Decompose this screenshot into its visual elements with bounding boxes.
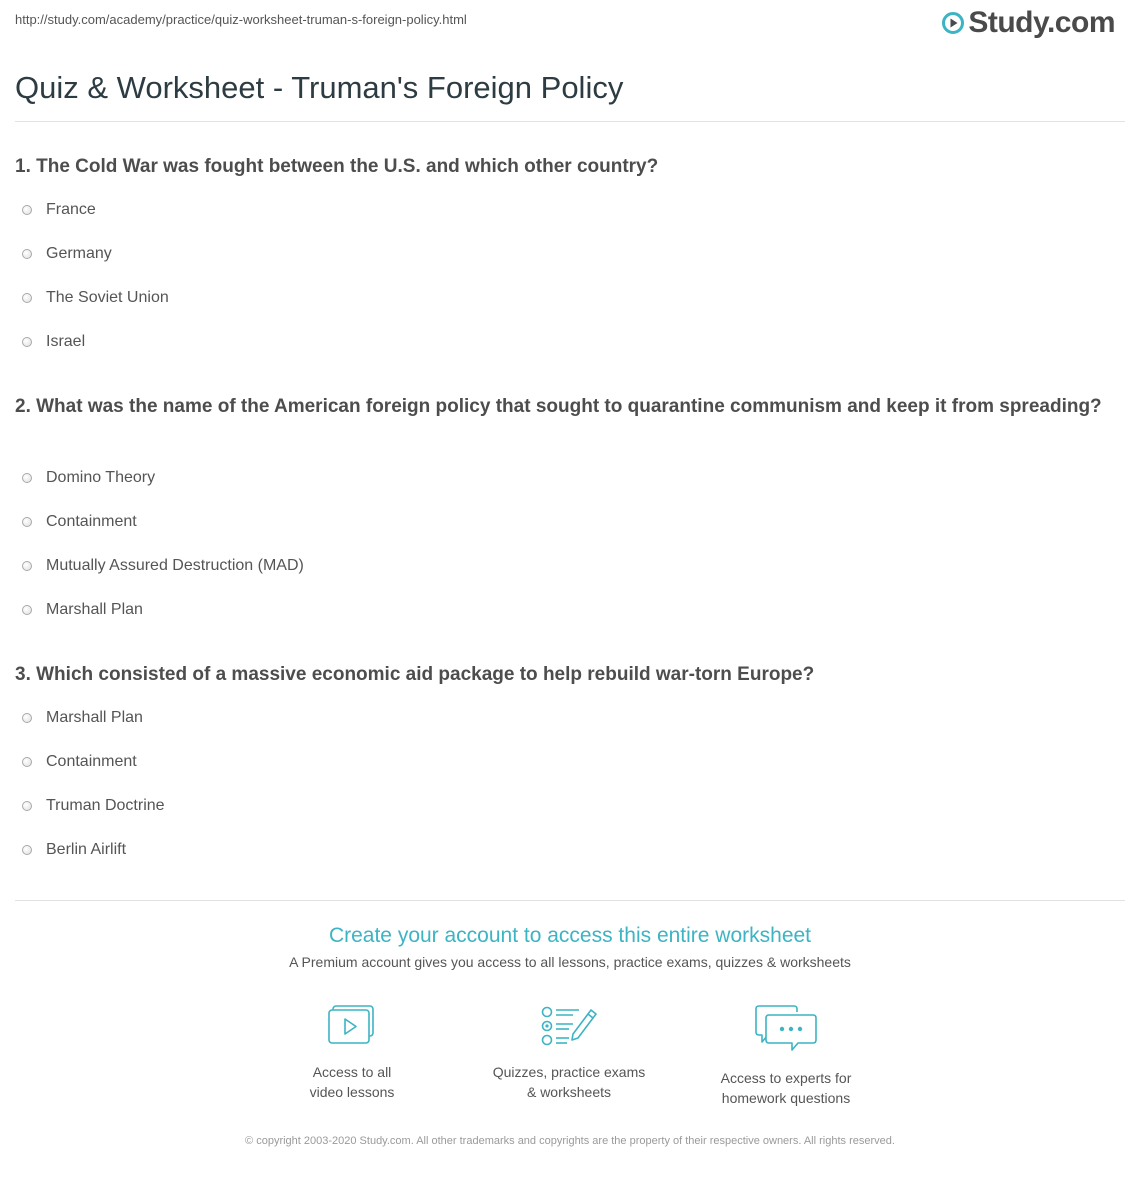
radio-button[interactable] <box>22 605 32 615</box>
radio-button[interactable] <box>22 801 32 811</box>
title-divider <box>15 121 1125 122</box>
page-url: http://study.com/academy/practice/quiz-worksheet-truman-s-foreign-policy.html <box>15 12 467 27</box>
feature-experts <box>686 1004 886 1108</box>
cta-divider <box>15 900 1125 901</box>
feature-text <box>252 1062 452 1102</box>
radio-button[interactable] <box>22 205 32 215</box>
answer-label: Germany <box>46 245 112 262</box>
answer-option[interactable] <box>22 330 85 354</box>
video-lessons-icon <box>326 1004 378 1048</box>
logo-text: Study.com <box>968 6 1115 39</box>
question-1: 1. The Cold War was fought between the U.S. and which other country? <box>15 156 659 177</box>
answer-label: Domino Theory <box>46 469 156 486</box>
answer-label: Truman Doctrine <box>46 797 165 814</box>
feature-line: Access to experts for <box>720 1070 852 1086</box>
answer-label: Mutually Assured Destruction (MAD) <box>46 557 304 574</box>
radio-button[interactable] <box>22 249 32 259</box>
answer-label: Berlin Airlift <box>46 841 127 858</box>
play-circle-icon <box>941 11 965 35</box>
feature-line: & worksheets <box>526 1084 612 1100</box>
question-3: 3. Which consisted of a massive economic aid package to help rebuild war-torn Europe? <box>15 664 815 685</box>
radio-button[interactable] <box>22 473 32 483</box>
radio-button[interactable] <box>22 517 32 527</box>
answer-option[interactable] <box>22 750 137 774</box>
answer-label: France <box>46 201 96 218</box>
answer-option[interactable] <box>22 598 143 622</box>
study-com-logo[interactable] <box>941 6 1115 40</box>
answer-label: Marshall Plan <box>46 601 143 618</box>
answer-option[interactable] <box>22 286 169 310</box>
answer-option[interactable] <box>22 510 137 534</box>
radio-button[interactable] <box>22 293 32 303</box>
answer-option[interactable] <box>22 838 126 862</box>
answer-label: Marshall Plan <box>46 709 143 726</box>
feature-line: video lessons <box>309 1084 395 1100</box>
create-account-link[interactable]: Create your account to access this entire worksheet <box>328 924 812 947</box>
answer-option[interactable] <box>22 242 112 266</box>
copyright-notice: © copyright 2003-2020 Study.com. All other trademarks and copyrights are the property of their respective owners. All rights reserved. <box>245 1135 895 1147</box>
feature-quizzes <box>469 1004 669 1102</box>
feature-line: homework questions <box>721 1090 851 1106</box>
cta-subtitle: A Premium account gives you access to all lessons, practice exams, quizzes & worksheets <box>289 954 851 970</box>
feature-text <box>469 1062 669 1102</box>
radio-button[interactable] <box>22 713 32 723</box>
feature-text <box>686 1068 886 1108</box>
answer-option[interactable] <box>22 706 143 730</box>
page-title: Quiz & Worksheet - Truman's Foreign Policy <box>15 70 624 105</box>
radio-button[interactable] <box>22 845 32 855</box>
feature-video-lessons <box>252 1004 452 1102</box>
radio-button[interactable] <box>22 337 32 347</box>
answer-option[interactable] <box>22 466 155 490</box>
radio-button[interactable] <box>22 757 32 767</box>
answer-label: Containment <box>46 513 137 530</box>
feature-line: Access to all <box>312 1064 392 1080</box>
answer-label: The Soviet Union <box>46 289 169 306</box>
answer-label: Israel <box>46 333 86 350</box>
feature-line: Quizzes, practice exams <box>492 1064 646 1080</box>
question-2: 2. What was the name of the American foreign policy that sought to quarantine communism and keep it from spreading? <box>15 396 1102 417</box>
quiz-checklist-icon <box>539 1004 599 1048</box>
answer-option[interactable] <box>22 198 96 222</box>
answer-option[interactable] <box>22 554 304 578</box>
radio-button[interactable] <box>22 561 32 571</box>
answer-label: Containment <box>46 753 137 770</box>
chat-experts-icon <box>754 1004 818 1054</box>
answer-option[interactable] <box>22 794 165 818</box>
